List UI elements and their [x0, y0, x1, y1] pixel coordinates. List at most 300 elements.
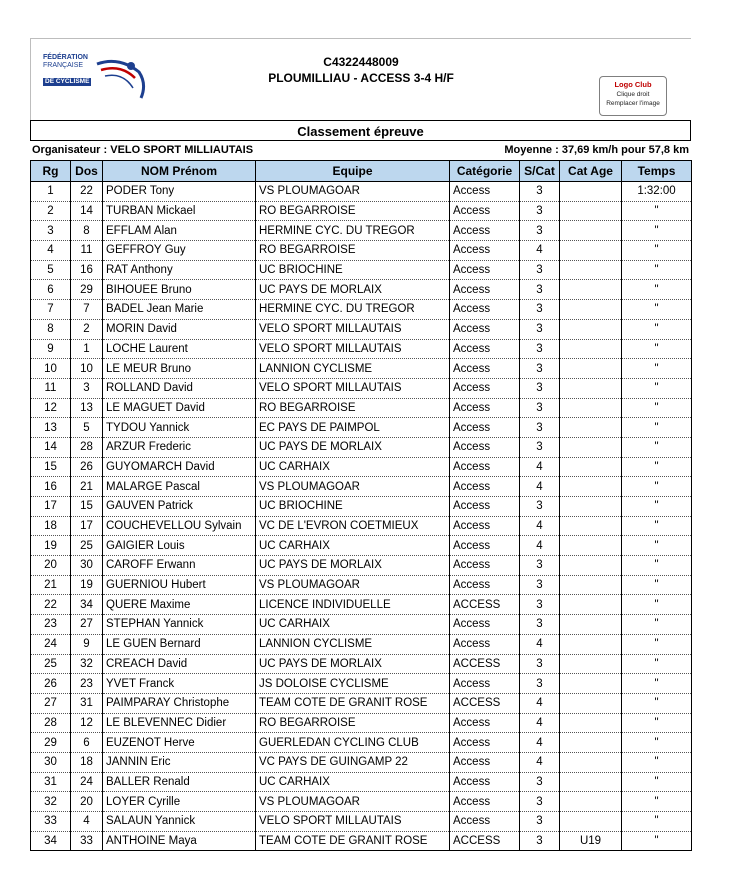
cell-subcategory: 3	[520, 182, 560, 202]
table-row	[31, 300, 692, 320]
cell-time: "	[622, 674, 692, 694]
table-row	[31, 733, 692, 753]
cell-age-category	[560, 792, 622, 812]
cell-category: Access	[450, 575, 520, 595]
cell-time: "	[622, 654, 692, 674]
cell-subcategory: 3	[520, 772, 560, 792]
cell-time: "	[622, 339, 692, 359]
ffc-logo-line3: DE CYCLISME	[45, 78, 90, 85]
table-row	[31, 693, 692, 713]
cell-name: CAROFF Erwann	[103, 556, 256, 576]
table-row	[31, 182, 692, 202]
cell-age-category	[560, 260, 622, 280]
cell-category: Access	[450, 772, 520, 792]
cell-category: Access	[450, 752, 520, 772]
cell-age-category	[560, 575, 622, 595]
cell-time: "	[622, 516, 692, 536]
cell-age-category	[560, 812, 622, 832]
cell-team: UC BRIOCHINE	[256, 260, 450, 280]
column-header-name: NOM Prénom	[103, 161, 256, 182]
cell-category: Access	[450, 674, 520, 694]
cell-rank: 19	[31, 536, 71, 556]
club-logo-title: Logo Club	[614, 80, 652, 89]
table-row	[31, 241, 692, 261]
cell-subcategory: 3	[520, 398, 560, 418]
cell-name: ARZUR Frederic	[103, 437, 256, 457]
table-row	[31, 260, 692, 280]
cell-name: YVET Franck	[103, 674, 256, 694]
cell-category: Access	[450, 733, 520, 753]
cell-team: VELO SPORT MILLAUTAIS	[256, 378, 450, 398]
table-row	[31, 221, 692, 241]
cell-age-category	[560, 457, 622, 477]
cell-bib: 6	[71, 733, 103, 753]
cell-time: "	[622, 634, 692, 654]
cell-time: "	[622, 221, 692, 241]
cell-rank: 2	[31, 201, 71, 221]
table-row	[31, 595, 692, 615]
cell-age-category	[560, 752, 622, 772]
cell-subcategory: 3	[520, 812, 560, 832]
organizer: Organisateur : VELO SPORT MILLIAUTAIS	[32, 144, 254, 156]
cell-time: "	[622, 319, 692, 339]
cell-age-category	[560, 182, 622, 202]
cell-bib: 7	[71, 300, 103, 320]
cell-bib: 18	[71, 752, 103, 772]
cell-bib: 5	[71, 418, 103, 438]
cell-rank: 20	[31, 556, 71, 576]
cell-age-category	[560, 674, 622, 694]
cell-team: VELO SPORT MILLAUTAIS	[256, 319, 450, 339]
cell-rank: 13	[31, 418, 71, 438]
cell-category: Access	[450, 536, 520, 556]
cell-bib: 32	[71, 654, 103, 674]
cell-rank: 5	[31, 260, 71, 280]
table-row	[31, 772, 692, 792]
cell-category: Access	[450, 634, 520, 654]
cell-subcategory: 3	[520, 221, 560, 241]
cell-time: "	[622, 812, 692, 832]
cell-team: LICENCE INDIVIDUELLE	[256, 595, 450, 615]
cell-name: EUZENOT Herve	[103, 733, 256, 753]
cell-rank: 29	[31, 733, 71, 753]
cell-time: "	[622, 418, 692, 438]
cell-category: Access	[450, 516, 520, 536]
table-row	[31, 634, 692, 654]
column-header-category: Catégorie	[450, 161, 520, 182]
cell-rank: 30	[31, 752, 71, 772]
cell-team: UC CARHAIX	[256, 772, 450, 792]
cell-category: ACCESS	[450, 595, 520, 615]
cell-category: Access	[450, 615, 520, 635]
cell-subcategory: 4	[520, 241, 560, 261]
table-row	[31, 713, 692, 733]
cell-rank: 18	[31, 516, 71, 536]
cell-category: Access	[450, 477, 520, 497]
column-header-team: Equipe	[256, 161, 450, 182]
cell-category: Access	[450, 812, 520, 832]
cell-name: PAIMPARAY Christophe	[103, 693, 256, 713]
cell-subcategory: 3	[520, 654, 560, 674]
cell-bib: 34	[71, 595, 103, 615]
cell-age-category	[560, 615, 622, 635]
table-row	[31, 378, 692, 398]
cell-team: JS DOLOISE CYCLISME	[256, 674, 450, 694]
table-row	[31, 516, 692, 536]
cell-rank: 24	[31, 634, 71, 654]
cell-rank: 10	[31, 359, 71, 379]
cell-name: MALARGE Pascal	[103, 477, 256, 497]
cell-time: "	[622, 201, 692, 221]
cell-time: "	[622, 300, 692, 320]
cell-bib: 24	[71, 772, 103, 792]
cell-rank: 28	[31, 713, 71, 733]
cell-name: BADEL Jean Marie	[103, 300, 256, 320]
club-logo-hint-1: Clique droit	[616, 91, 650, 98]
cell-bib: 4	[71, 812, 103, 832]
table-row	[31, 575, 692, 595]
results-sheet	[30, 38, 691, 851]
cell-bib: 13	[71, 398, 103, 418]
table-row	[31, 812, 692, 832]
column-header-time: Temps	[622, 161, 692, 182]
cell-category: Access	[450, 437, 520, 457]
cell-time: "	[622, 713, 692, 733]
cell-age-category	[560, 201, 622, 221]
cell-rank: 9	[31, 339, 71, 359]
cell-name: LE MAGUET David	[103, 398, 256, 418]
cell-time: "	[622, 398, 692, 418]
table-header-row	[31, 161, 692, 182]
cell-team: RO BEGARROISE	[256, 201, 450, 221]
cell-subcategory: 3	[520, 556, 560, 576]
cell-age-category	[560, 477, 622, 497]
cell-name: TURBAN Mickael	[103, 201, 256, 221]
cell-time: "	[622, 378, 692, 398]
table-row	[31, 201, 692, 221]
cell-bib: 15	[71, 497, 103, 517]
cell-name: QUERE Maxime	[103, 595, 256, 615]
cell-bib: 26	[71, 457, 103, 477]
cell-bib: 22	[71, 182, 103, 202]
cell-bib: 1	[71, 339, 103, 359]
cell-bib: 23	[71, 674, 103, 694]
cell-category: Access	[450, 182, 520, 202]
cell-team: GUERLEDAN CYCLING CLUB	[256, 733, 450, 753]
cell-time: "	[622, 437, 692, 457]
cell-team: RO BEGARROISE	[256, 713, 450, 733]
cell-subcategory: 3	[520, 615, 560, 635]
cell-name: GUERNIOU Hubert	[103, 575, 256, 595]
cell-time: "	[622, 556, 692, 576]
cell-time: "	[622, 693, 692, 713]
cell-rank: 8	[31, 319, 71, 339]
cell-rank: 12	[31, 398, 71, 418]
cell-team: UC BRIOCHINE	[256, 497, 450, 517]
cell-time: "	[622, 792, 692, 812]
cell-name: LE GUEN Bernard	[103, 634, 256, 654]
cell-subcategory: 3	[520, 792, 560, 812]
cell-team: VC DE L'EVRON COETMIEUX	[256, 516, 450, 536]
cell-time: "	[622, 457, 692, 477]
cell-name: BALLER Renald	[103, 772, 256, 792]
cell-bib: 12	[71, 713, 103, 733]
cell-name: GEFFROY Guy	[103, 241, 256, 261]
cell-age-category	[560, 772, 622, 792]
cell-name: SALAUN Yannick	[103, 812, 256, 832]
cell-name: TYDOU Yannick	[103, 418, 256, 438]
race-code: C4322448009	[323, 55, 399, 69]
cell-category: Access	[450, 418, 520, 438]
cell-team: VELO SPORT MILLAUTAIS	[256, 812, 450, 832]
cell-category: Access	[450, 457, 520, 477]
cell-team: VS PLOUMAGOAR	[256, 477, 450, 497]
cell-rank: 33	[31, 812, 71, 832]
cell-time: "	[622, 772, 692, 792]
cell-category: Access	[450, 260, 520, 280]
cell-team: UC CARHAIX	[256, 615, 450, 635]
table-row	[31, 457, 692, 477]
cell-team: UC CARHAIX	[256, 536, 450, 556]
cell-rank: 32	[31, 792, 71, 812]
cell-bib: 11	[71, 241, 103, 261]
cell-age-category	[560, 280, 622, 300]
cell-team: UC PAYS DE MORLAIX	[256, 654, 450, 674]
cell-time: "	[622, 497, 692, 517]
cell-bib: 33	[71, 831, 103, 851]
cell-name: MORIN David	[103, 319, 256, 339]
cell-rank: 23	[31, 615, 71, 635]
cell-bib: 20	[71, 792, 103, 812]
cell-category: Access	[450, 280, 520, 300]
cell-bib: 27	[71, 615, 103, 635]
cell-team: VS PLOUMAGOAR	[256, 792, 450, 812]
cell-subcategory: 3	[520, 437, 560, 457]
ffc-logo-line2: FRANÇAISE	[43, 62, 84, 69]
table-row	[31, 792, 692, 812]
cell-age-category	[560, 418, 622, 438]
cell-rank: 34	[31, 831, 71, 851]
cell-subcategory: 4	[520, 536, 560, 556]
table-row	[31, 615, 692, 635]
cell-team: UC CARHAIX	[256, 457, 450, 477]
results-table	[30, 160, 692, 851]
cell-age-category	[560, 221, 622, 241]
cell-subcategory: 4	[520, 752, 560, 772]
table-row	[31, 674, 692, 694]
cell-subcategory: 4	[520, 516, 560, 536]
cell-category: Access	[450, 201, 520, 221]
cell-category: Access	[450, 339, 520, 359]
cell-bib: 3	[71, 378, 103, 398]
cell-team: VS PLOUMAGOAR	[256, 182, 450, 202]
cell-age-category	[560, 693, 622, 713]
cell-age-category	[560, 339, 622, 359]
cell-age-category	[560, 595, 622, 615]
cell-team: VS PLOUMAGOAR	[256, 575, 450, 595]
cell-bib: 10	[71, 359, 103, 379]
cell-age-category	[560, 300, 622, 320]
cell-age-category	[560, 654, 622, 674]
cell-subcategory: 3	[520, 359, 560, 379]
cell-time: "	[622, 615, 692, 635]
cell-time: 1:32:00	[622, 182, 692, 202]
table-row	[31, 477, 692, 497]
cell-rank: 1	[31, 182, 71, 202]
cell-age-category	[560, 378, 622, 398]
cell-name: GAIGIER Louis	[103, 536, 256, 556]
cell-age-category	[560, 241, 622, 261]
cell-name: LE BLEVENNEC Didier	[103, 713, 256, 733]
cell-age-category	[560, 536, 622, 556]
table-row	[31, 536, 692, 556]
cell-rank: 3	[31, 221, 71, 241]
cell-bib: 31	[71, 693, 103, 713]
cell-name: LOYER Cyrille	[103, 792, 256, 812]
cell-bib: 29	[71, 280, 103, 300]
cell-bib: 28	[71, 437, 103, 457]
table-row	[31, 398, 692, 418]
cell-age-category	[560, 634, 622, 654]
cell-age-category	[560, 497, 622, 517]
cell-category: Access	[450, 497, 520, 517]
cell-category: Access	[450, 300, 520, 320]
cell-team: VELO SPORT MILLAUTAIS	[256, 339, 450, 359]
cell-rank: 22	[31, 595, 71, 615]
cell-subcategory: 3	[520, 201, 560, 221]
cell-subcategory: 4	[520, 713, 560, 733]
cell-name: RAT Anthony	[103, 260, 256, 280]
cell-time: "	[622, 536, 692, 556]
table-row	[31, 319, 692, 339]
cell-team: TEAM COTE DE GRANIT ROSE	[256, 693, 450, 713]
cell-time: "	[622, 359, 692, 379]
cell-name: PODER Tony	[103, 182, 256, 202]
organizer-line	[30, 141, 691, 160]
cell-category: Access	[450, 241, 520, 261]
cell-category: Access	[450, 398, 520, 418]
cell-category: ACCESS	[450, 693, 520, 713]
table-row	[31, 497, 692, 517]
cell-name: JANNIN Eric	[103, 752, 256, 772]
cell-time: "	[622, 477, 692, 497]
cell-age-category: U19	[560, 831, 622, 851]
cell-category: Access	[450, 319, 520, 339]
cell-subcategory: 3	[520, 300, 560, 320]
club-logo-placeholder[interactable]	[599, 76, 667, 116]
ffc-logo-line1: FÉDÉRATION	[43, 54, 88, 61]
cell-rank: 21	[31, 575, 71, 595]
table-row	[31, 831, 692, 851]
cell-team: HERMINE CYC. DU TREGOR	[256, 300, 450, 320]
cell-bib: 2	[71, 319, 103, 339]
cell-time: "	[622, 241, 692, 261]
cell-bib: 19	[71, 575, 103, 595]
race-name: PLOUMILLIAU - ACCESS 3-4 H/F	[268, 71, 454, 85]
cell-age-category	[560, 733, 622, 753]
cell-time: "	[622, 733, 692, 753]
cell-name: CREACH David	[103, 654, 256, 674]
cell-category: Access	[450, 792, 520, 812]
cell-bib: 8	[71, 221, 103, 241]
cell-subcategory: 3	[520, 280, 560, 300]
cell-age-category	[560, 516, 622, 536]
cell-rank: 6	[31, 280, 71, 300]
cell-name: ROLLAND David	[103, 378, 256, 398]
cell-age-category	[560, 556, 622, 576]
cell-subcategory: 3	[520, 418, 560, 438]
cell-time: "	[622, 280, 692, 300]
table-row	[31, 654, 692, 674]
cell-category: Access	[450, 359, 520, 379]
cell-rank: 4	[31, 241, 71, 261]
cell-age-category	[560, 319, 622, 339]
cell-subcategory: 3	[520, 339, 560, 359]
club-logo-hint-2: Remplacer l'image	[606, 100, 660, 107]
cell-team: RO BEGARROISE	[256, 241, 450, 261]
cell-subcategory: 3	[520, 497, 560, 517]
cell-subcategory: 3	[520, 319, 560, 339]
cell-category: Access	[450, 221, 520, 241]
cell-bib: 21	[71, 477, 103, 497]
cell-rank: 7	[31, 300, 71, 320]
column-header-age-category: Cat Age	[560, 161, 622, 182]
cell-subcategory: 4	[520, 477, 560, 497]
cell-age-category	[560, 713, 622, 733]
average-speed: Moyenne : 37,69 km/h pour 57,8 km	[504, 144, 689, 156]
cell-bib: 30	[71, 556, 103, 576]
cell-subcategory: 3	[520, 378, 560, 398]
cell-rank: 27	[31, 693, 71, 713]
cell-time: "	[622, 831, 692, 851]
cell-team: EC PAYS DE PAIMPOL	[256, 418, 450, 438]
cell-subcategory: 4	[520, 457, 560, 477]
cell-team: LANNION CYCLISME	[256, 634, 450, 654]
cell-subcategory: 4	[520, 693, 560, 713]
cell-subcategory: 4	[520, 634, 560, 654]
cell-team: VC PAYS DE GUINGAMP 22	[256, 752, 450, 772]
cell-age-category	[560, 359, 622, 379]
cell-subcategory: 3	[520, 260, 560, 280]
cell-time: "	[622, 260, 692, 280]
cell-name: COUCHEVELLOU Sylvain	[103, 516, 256, 536]
cell-bib: 9	[71, 634, 103, 654]
cell-name: LOCHE Laurent	[103, 339, 256, 359]
cell-time: "	[622, 575, 692, 595]
sheet-header	[30, 38, 691, 120]
column-header-rank: Rg	[31, 161, 71, 182]
cell-team: UC PAYS DE MORLAIX	[256, 437, 450, 457]
cell-category: Access	[450, 713, 520, 733]
table-row	[31, 556, 692, 576]
cell-category: Access	[450, 378, 520, 398]
cell-name: BIHOUEE Bruno	[103, 280, 256, 300]
table-row	[31, 359, 692, 379]
cell-age-category	[560, 398, 622, 418]
table-body	[31, 182, 692, 851]
cell-rank: 25	[31, 654, 71, 674]
table-row	[31, 437, 692, 457]
cell-subcategory: 3	[520, 595, 560, 615]
table-row	[31, 418, 692, 438]
cell-name: EFFLAM Alan	[103, 221, 256, 241]
cell-age-category	[560, 437, 622, 457]
cell-team: LANNION CYCLISME	[256, 359, 450, 379]
cell-rank: 11	[31, 378, 71, 398]
cell-team: TEAM COTE DE GRANIT ROSE	[256, 831, 450, 851]
cell-rank: 31	[31, 772, 71, 792]
cell-team: UC PAYS DE MORLAIX	[256, 280, 450, 300]
